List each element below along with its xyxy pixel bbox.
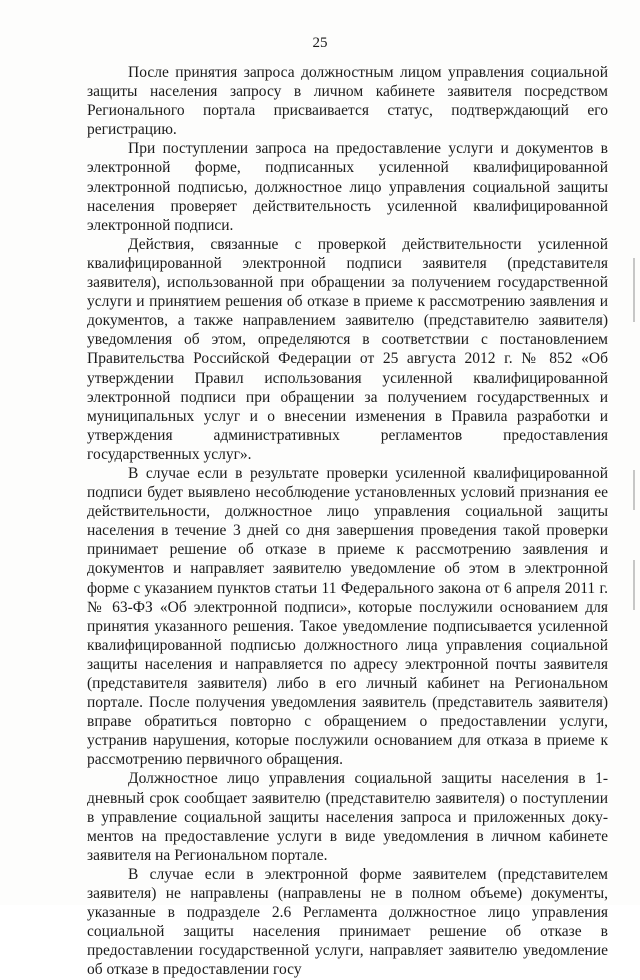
scan-edge-mark xyxy=(633,470,635,510)
scan-edge-mark xyxy=(633,560,635,610)
page-number: 25 xyxy=(312,35,328,51)
paragraph-receipt-notification: Должностное лицо управления социальной защиты населения в 1-дневный срок сообщает заявителю (представителю заявителя) о поступлении в управление социальной защиты населения запроса и приложенных документов на предоставление услуги в виде уведомления в личном кабинете заявителя на Региональном портале. xyxy=(87,770,608,864)
paragraph-signature-invalid: В случае если в результате проверки усиленной квалифицированной подписи будет выявлено несоблюдение установленных условий признания ее действительности, должностное лицо управления социальной защиты населения в течение 3 дней со дня завершения проведения такой проверки принимает решение об отказе в приеме к рассмотрению заявления и документов и направляет заявителю уведомление об этом в электронной форме с указанием пунктов статьи 11 Федерального закона от 6 апреля 2011 г. № 63-ФЗ «Об электронной подписи», которые послужили основанием для принятия указанного решения. Такое уведомление подписывается усиленной квалифицированной подписью должностного лица управления социальной защиты населения и направляется по адресу электронной почты заявителя (представителя заявителя) либо в его личный кабинет на Региональном портале. После получения уведомления заявитель (представитель заявителя) вправе обратиться повторно с обращением о предоставлении услуги, устранив нарушения, которые послужили основанием для отказа в приеме к рассмотрению первичного обращения. xyxy=(87,464,608,769)
paragraph-signature-verification: При поступлении запроса на предоставление услуги и документов в электронной форме, подписанных усиленной квалифицированной электронной подписью, должностное лицо управления социальной защиты населения проверяет действительность усиленной квалифицированной электронной подписи. xyxy=(87,140,608,234)
paragraph-status-assignment: После принятия запроса должностным лицом управления социальной защиты населения запросу в личном кабинете заявителя посредством Регионального портала присваивается статус, подтверждающий его регистрацию. xyxy=(87,64,608,139)
document-body xyxy=(87,63,608,980)
paragraph-incomplete-documents: В случае если в электронной форме заявителем (представителем заявителя) не направлены (направлены не в полном объеме) документы, указанные в подразделе 2.6 Регламента должностное лицо управления социальной защиты населения принимает решение об отказе в предоставлении государственной услуги, направляет заявителю уведомление об отказе в предоставлении госу xyxy=(87,865,608,979)
paragraph-verification-actions: Действия, связанные с проверкой действительности усиленной квалифицированной электронной подписи заявителя (представителя заявителя), использованной при обращении за получением государственной услуги и принятием решения об отказе в приеме к рассмотрению заявления и документов, а также направлением заявителю (представителю заявителя) уведомления об этом, определяются в соответствии с постановлением Правительства Российской Федерации от 25 августа 2012 г. № 852 «Об утверждении Правил использования усиленной квалифицированной электронной подписи при обращении за получением государственных и муниципальных услуг и о внесении изменения в Правила разработки и утверждения административных регламентов предоставления государственных услуг». xyxy=(87,235,608,463)
scan-edge-mark xyxy=(633,258,635,322)
